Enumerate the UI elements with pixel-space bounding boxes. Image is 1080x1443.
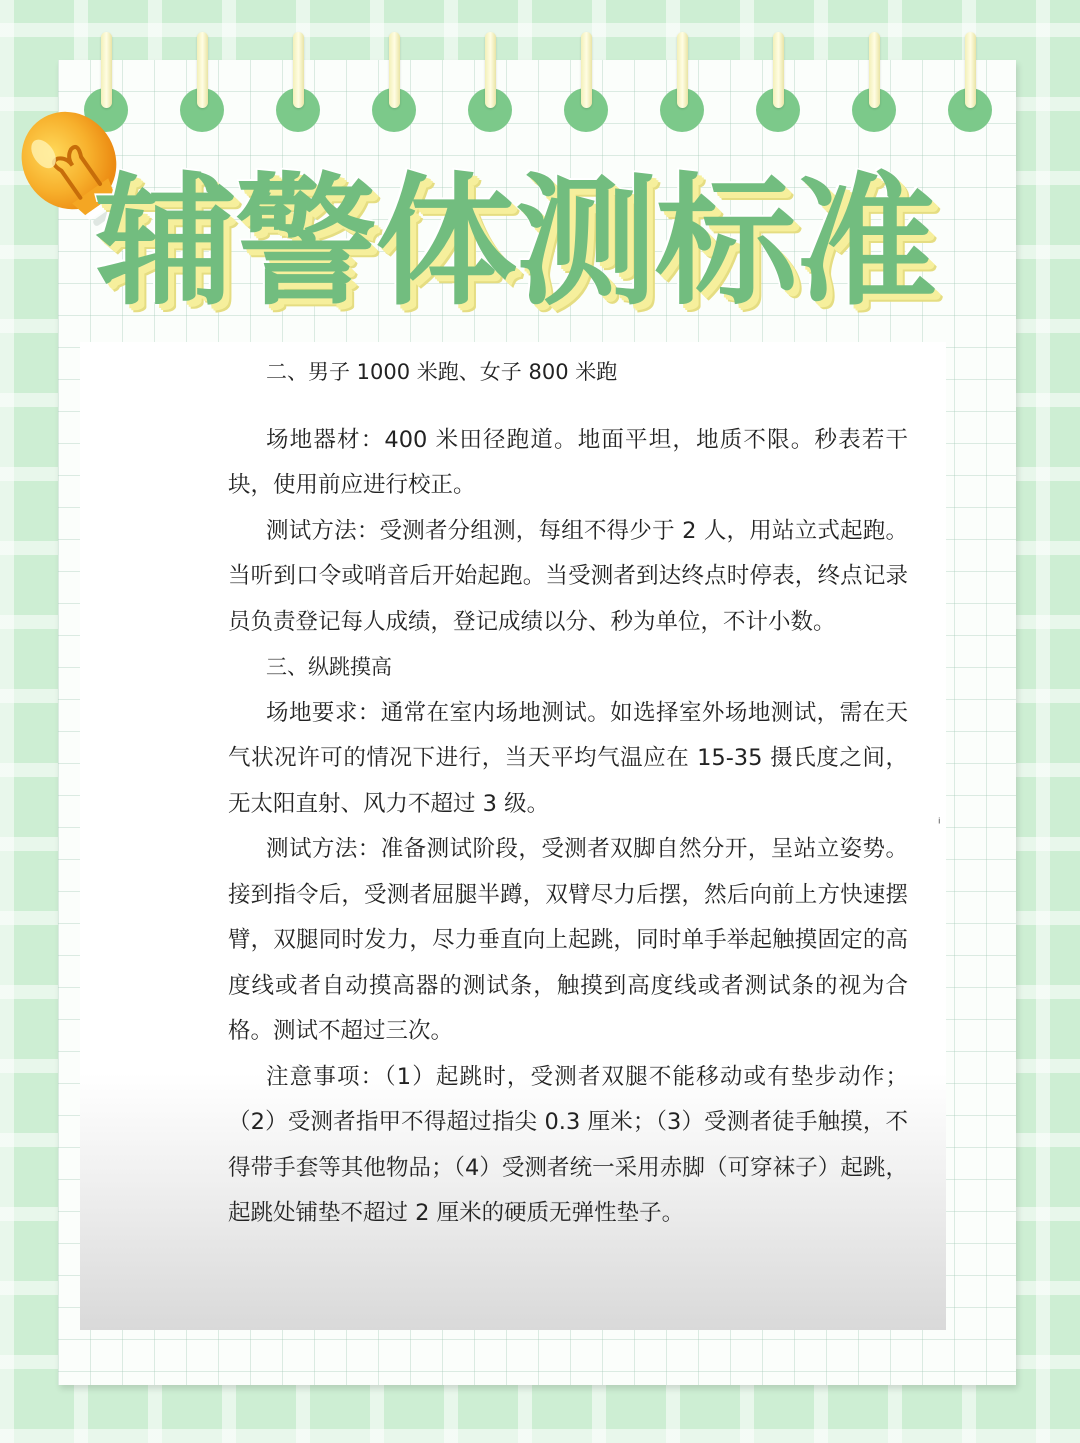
binder-ring (581, 32, 592, 108)
section-heading: 二、男子 1000 米跑、女子 800 米跑 (266, 360, 618, 384)
paragraph: 测试方法：受测者分组测，每组不得少于 2 人，用站立式起跑。当听到口令或哨音后开始起跑。当受测者到达终点时停表，终点记录员负责登记每人成绩，登记成绩以分、秒为单位，不计小数。 (228, 517, 908, 635)
binder-ring (965, 32, 976, 108)
document-content (228, 350, 908, 1237)
paragraph: 场地器材：400 米田径跑道。地面平坦，地质不限。秒表若干块，使用前应进行校正。 (228, 426, 908, 498)
paragraph: 场地要求：通常在室内场地测试。如选择室外场地测试，需在天气状况许可的情况下进行，当天平均气温应在 15-35 摄氏度之间，无太阳直射、风力不超过 3 级。 (228, 699, 908, 817)
binder-ring (773, 32, 784, 108)
binder-ring (677, 32, 688, 108)
margin-mark: ⁱ (938, 816, 941, 832)
binder-ring (197, 32, 208, 108)
binder-ring (485, 32, 496, 108)
section-heading: 三、纵跳摸高 (266, 655, 392, 679)
binder-ring (389, 32, 400, 108)
binder-ring (869, 32, 880, 108)
paragraph: 注意事项：（1）起跳时，受测者双腿不能移动或有垫步动作；（2）受测者指甲不得超过指尖 0.3 厘米；（3）受测者徒手触摸，不得带手套等其他物品；（4）受测者统一采用赤脚（可穿袜子）起跳，起跳处铺垫不超过 2 厘米的硬质无弹性垫子。 (228, 1063, 908, 1226)
paragraph: 测试方法：准备测试阶段，受测者双脚自然分开，呈站立姿势。接到指令后，受测者屈腿半蹲，双臂尽力后摆，然后向前上方快速摆臂，双腿同时发力，尽力垂直向上起跳，同时单手举起触摸固定的高度线或者自动摸高器的测试条，触摸到高度线或者测试条的视为合格。测试不超过三次。 (228, 836, 908, 1044)
binder-ring (293, 32, 304, 108)
page-title: 辅警体测标准 (95, 160, 935, 325)
binder-ring (101, 32, 112, 108)
